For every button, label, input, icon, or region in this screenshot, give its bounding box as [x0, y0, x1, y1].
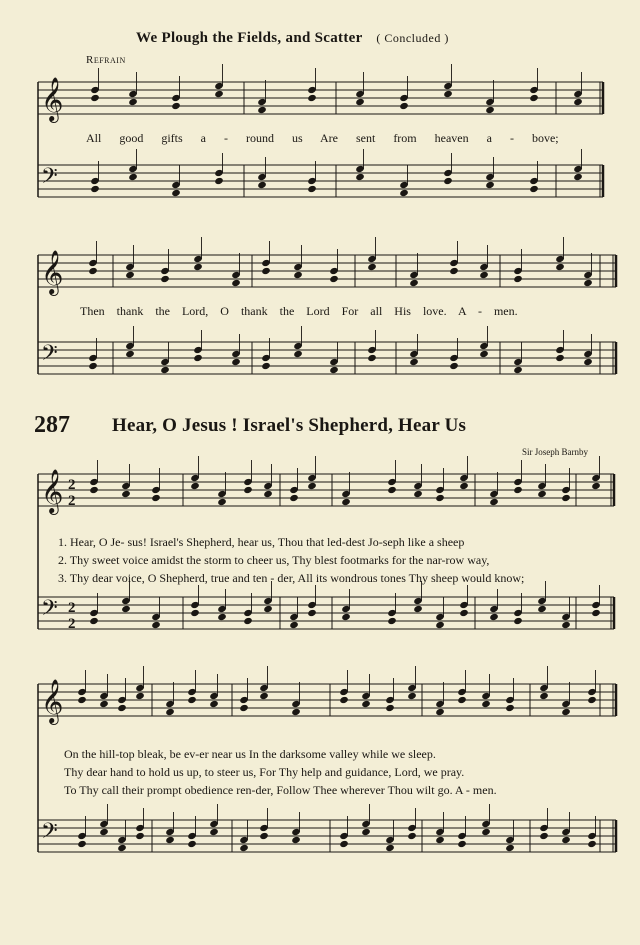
system-3-bass-note	[217, 613, 227, 621]
system-1-bass-note	[355, 173, 365, 181]
system-4-bass-note	[385, 844, 395, 852]
system-3-treble-note	[307, 482, 317, 490]
system-4-treble-note	[505, 704, 515, 712]
system-4-bass-note	[339, 840, 349, 848]
system-2-treble-note	[555, 263, 565, 271]
system-4-bass-note	[505, 844, 515, 852]
system-3-treble-note	[537, 490, 547, 498]
system-4-treble-note	[135, 692, 145, 700]
system-1-treble-note	[214, 90, 224, 98]
system-2-treble-note	[160, 275, 170, 283]
system-4-bass-note	[117, 844, 127, 852]
system-3-bass-note	[121, 605, 131, 613]
system-4-bass-note	[165, 836, 175, 844]
system-1-bass-note	[257, 181, 267, 189]
system-3-bass-note	[289, 621, 299, 629]
system-1-bass-note	[128, 173, 138, 181]
system-2-treble-note	[479, 271, 489, 279]
system-4-bass-note	[361, 828, 371, 836]
system-4-bass-note	[407, 832, 417, 840]
system-4-treble-note	[239, 704, 249, 712]
system-1-treble-note	[485, 106, 495, 114]
verse-1-line-2: On the hill-top bleak, be ev-er near us In the darksome valley while we sleep.	[64, 747, 436, 761]
system-3-treble-note	[489, 498, 499, 506]
hymn-composer: Sir Joseph Barnby	[522, 447, 588, 457]
system-2-bass-note	[409, 358, 419, 366]
system-3-bass-note	[151, 621, 161, 629]
system-3-bass-note	[537, 605, 547, 613]
system-4-bass-note	[435, 836, 445, 844]
system-1-treble-note	[399, 102, 409, 110]
system-2-bass-note	[160, 366, 170, 374]
system-2-treble-note	[329, 275, 339, 283]
system-2-bass-note	[479, 350, 489, 358]
system-4-treble-note	[259, 692, 269, 700]
system-4-treble-note	[187, 696, 197, 704]
system-3-bass-note	[341, 613, 351, 621]
system-4-treble-note	[117, 704, 127, 712]
system-4-treble-note	[587, 696, 597, 704]
system-2-treble-note	[125, 271, 135, 279]
system-3-treble-note	[513, 486, 523, 494]
system-3-bass-note	[413, 605, 423, 613]
system-4-bass-note	[259, 832, 269, 840]
time-signature-top-treble: 2	[68, 477, 76, 493]
system-4-bass-note	[457, 840, 467, 848]
system-4-bass-note	[561, 836, 571, 844]
system-2-treble-note	[409, 279, 419, 287]
time-signature-bottom-bass: 2	[68, 616, 76, 632]
system-3-treble-note	[413, 490, 423, 498]
system-4-treble-note	[481, 700, 491, 708]
system-2-bass-note	[329, 366, 339, 374]
system-3-bass-note	[190, 609, 200, 617]
system-4-bass-note	[99, 828, 109, 836]
system-2-bass-note	[125, 350, 135, 358]
verse-2-line-2: Thy dear hand to hold us up, to steer us, For Thy help and guidance, Lord, we pray.	[64, 765, 465, 779]
system-2-bass-note	[261, 362, 271, 370]
verse-3-line-2: To Thy call their prompt obedience ren-der, Follow Thee wherever Thou wilt go. A - men.	[64, 783, 497, 797]
system-4-treble-note	[539, 692, 549, 700]
verse-2-line-1: 2. Thy sweet voice amidst the storm to cheer us, Thy blest footmarks for the nar-row way,	[58, 553, 490, 567]
system-4-treble-note	[77, 696, 87, 704]
system-1-treble-note	[443, 90, 453, 98]
system-4-bass-note	[481, 828, 491, 836]
system-1-treble-note	[529, 94, 539, 102]
system-3-treble-note	[341, 498, 351, 506]
system-4-treble-note	[165, 708, 175, 716]
system-2-bass-note	[88, 362, 98, 370]
system-1-bass-note	[485, 181, 495, 189]
system-3-bass-note	[243, 617, 253, 625]
system-2-bass-note	[513, 366, 523, 374]
system-4-bass-note	[187, 840, 197, 848]
system-3-treble-note	[217, 498, 227, 506]
system-4-treble-note	[339, 696, 349, 704]
system-2-bass-note	[367, 354, 377, 362]
system-2-treble-note	[231, 279, 241, 287]
system-1-treble-note	[307, 94, 317, 102]
system-2-treble-clef-icon: 𝄞	[41, 250, 64, 294]
system-3-treble-note	[151, 494, 161, 502]
system-2-treble-note	[193, 263, 203, 271]
system-3-treble-note	[387, 486, 397, 494]
verse-3-line-1: 3. Thy dear voice, O Shepherd, true and ten - der, All its wondrous tones Thy sheep would know;	[58, 571, 525, 585]
system-4-treble-note	[561, 708, 571, 716]
top-hymn-subtitle: ( Concluded )	[376, 31, 449, 45]
system-3-treble-note	[263, 490, 273, 498]
system-2-treble-note	[449, 267, 459, 275]
system-1-treble-note	[257, 106, 267, 114]
system-3-bass-note	[387, 617, 397, 625]
verse-1-line-1: 1. Hear, O Je- sus! Israel's Shepherd, hear us, Thou that led-dest Jo-seph like a sheep	[58, 535, 465, 549]
system-4-bass-note	[239, 844, 249, 852]
system-3-bass-note	[591, 609, 601, 617]
time-signature-top-bass: 2	[68, 600, 76, 616]
system-1-treble-note	[171, 102, 181, 110]
system-1-bass-note	[529, 185, 539, 193]
system-3-bass-note	[459, 609, 469, 617]
system-3-treble-note	[289, 494, 299, 502]
system-3-treble-clef-icon: 𝄞	[41, 469, 64, 513]
hymn-number: 287	[34, 412, 70, 438]
system-2-bass-note	[293, 350, 303, 358]
system-4-bass-note	[291, 836, 301, 844]
system-3-treble-note	[243, 486, 253, 494]
refrain-lyric-line-1: All good gifts a - round us Are sent from heaven a - bove;	[86, 131, 559, 145]
system-3-bass-note	[489, 613, 499, 621]
system-4-treble-note	[361, 700, 371, 708]
hymn-title: Hear, O Jesus ! Israel's Shepherd, Hear Us	[112, 415, 467, 436]
system-4-bass-note	[539, 832, 549, 840]
system-4-bass-note	[209, 828, 219, 836]
system-2-bass-note	[231, 358, 241, 366]
system-2-bass-note	[555, 354, 565, 362]
system-2-treble-note	[261, 267, 271, 275]
system-3-treble-note	[190, 482, 200, 490]
system-3-bass-note	[263, 605, 273, 613]
system-3-treble-note	[459, 482, 469, 490]
system-3-treble-note	[591, 482, 601, 490]
system-2-treble-note	[293, 271, 303, 279]
system-4-treble-note	[407, 692, 417, 700]
system-2-treble-note	[513, 275, 523, 283]
system-3-bass-note	[89, 617, 99, 625]
system-2-treble-note	[88, 267, 98, 275]
system-3-treble-note	[121, 490, 131, 498]
system-1-bass-note	[573, 173, 583, 181]
system-4-bass-clef-icon: 𝄢	[41, 819, 58, 849]
top-hymn-title-text: We Plough the Fields, and Scatter	[136, 30, 363, 46]
system-4-bass-note	[135, 832, 145, 840]
system-3-bass-note	[435, 621, 445, 629]
system-1-bass-note	[171, 189, 181, 197]
system-3-bass-note	[513, 617, 523, 625]
system-1-treble-clef-icon: 𝄞	[41, 77, 64, 121]
system-4-treble-note	[209, 700, 219, 708]
system-1-bass-clef-icon: 𝄢	[41, 164, 58, 194]
time-signature-bottom-treble: 2	[68, 493, 76, 509]
system-4-bass-note	[587, 840, 597, 848]
system-1-bass-note	[90, 185, 100, 193]
system-1-treble-note	[90, 94, 100, 102]
system-3-bass-clef-icon: 𝄢	[41, 596, 58, 626]
system-3-bass-note	[561, 621, 571, 629]
system-3-treble-note	[89, 486, 99, 494]
system-1-treble-note	[128, 98, 138, 106]
system-3-treble-note	[435, 494, 445, 502]
refrain-lyric-line-2: Then thank the Lord, O thank the Lord For all His love. A - men.	[80, 304, 518, 318]
system-4-treble-note	[385, 704, 395, 712]
system-2-bass-note	[449, 362, 459, 370]
system-4-treble-note	[457, 696, 467, 704]
system-4-bass-note	[77, 840, 87, 848]
system-2-treble-note	[583, 279, 593, 287]
system-1-bass-note	[214, 177, 224, 185]
system-1-treble-note	[355, 98, 365, 106]
system-2-bass-note	[583, 358, 593, 366]
system-3-bass-note	[307, 609, 317, 617]
system-4-treble-note	[435, 708, 445, 716]
system-2-bass-clef-icon: 𝄢	[41, 341, 58, 371]
system-1-bass-note	[399, 189, 409, 197]
system-3-treble-note	[561, 494, 571, 502]
system-4-treble-clef-icon: 𝄞	[41, 679, 64, 723]
system-2-treble-note	[367, 263, 377, 271]
refrain-label: Refrain	[86, 54, 126, 66]
system-4-treble-note	[99, 700, 109, 708]
system-4-treble-note	[291, 708, 301, 716]
system-1-treble-note	[573, 98, 583, 106]
system-1-bass-note	[443, 177, 453, 185]
system-2-bass-note	[193, 354, 203, 362]
system-1-bass-note	[307, 185, 317, 193]
